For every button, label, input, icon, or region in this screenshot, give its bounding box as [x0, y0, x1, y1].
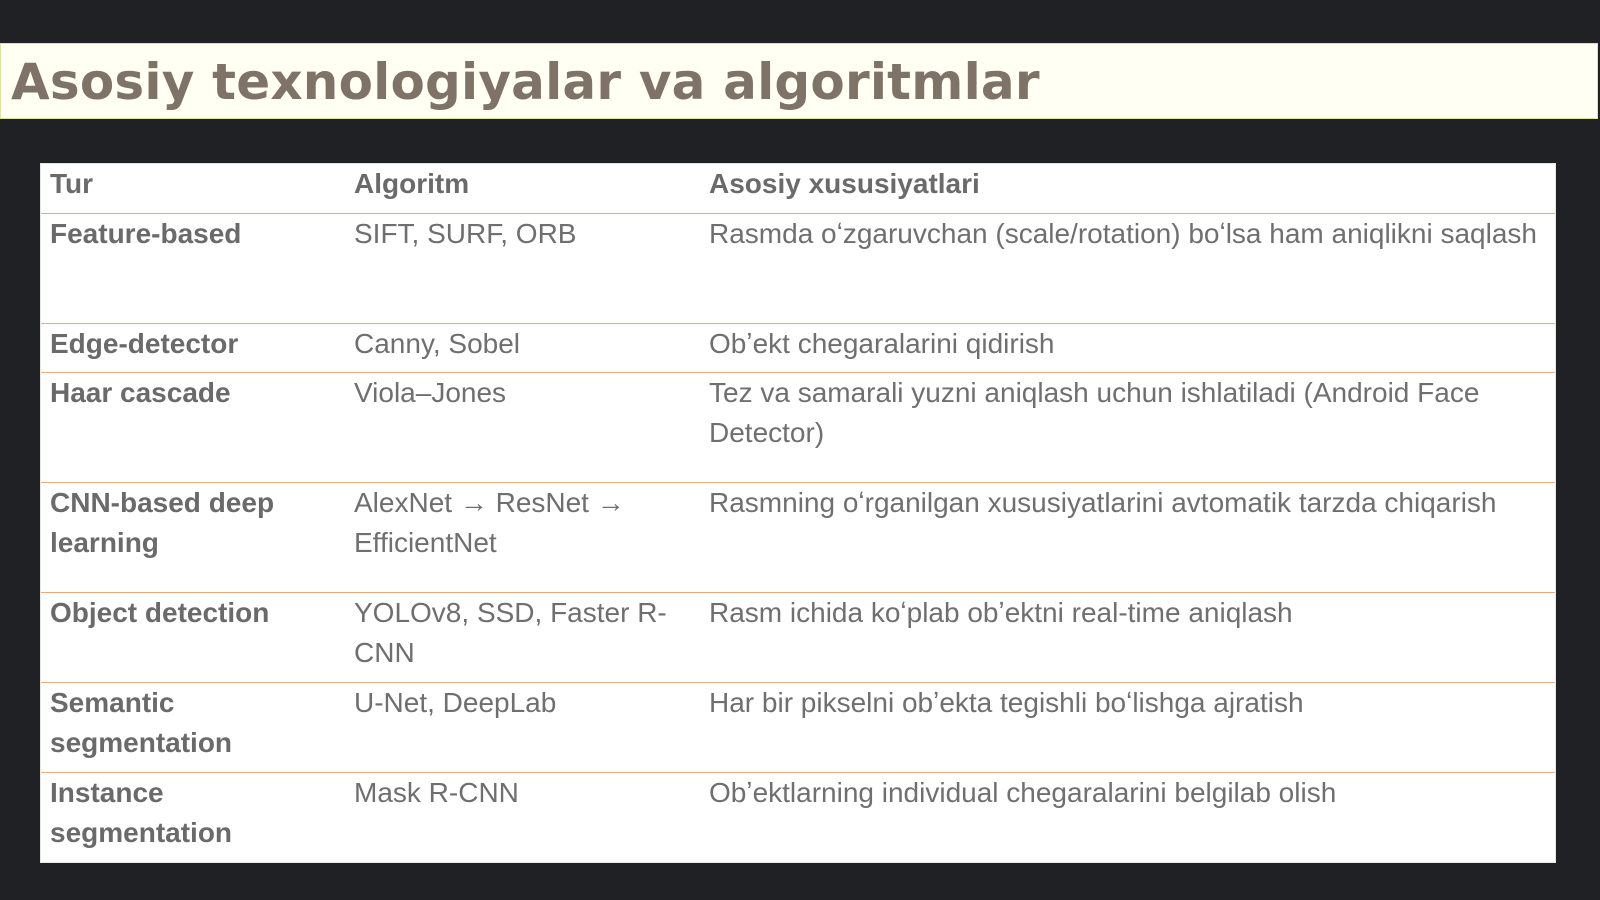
header-type: Tur	[50, 168, 94, 199]
table-header-row	[41, 164, 1555, 213]
table-row	[41, 682, 1555, 772]
row-algorithm-cell: YOLOv8, SSD, Faster R-CNN	[354, 596, 667, 668]
row-type-cell: CNN-based deep learning	[50, 486, 275, 558]
row-type-cell: Object detection	[50, 596, 270, 628]
row-features-cell: Rasm ichida koʻplab obʼektni real-time aniqlash	[709, 596, 1293, 628]
title-bar	[0, 43, 1598, 119]
row-type-cell: Feature-based	[50, 217, 242, 249]
row-algorithm-cell: Canny, Sobel	[354, 327, 521, 359]
header-algorithm: Algoritm	[354, 168, 470, 199]
slide-title: Asosiy texnologiyalar va algoritmlar	[11, 53, 1040, 111]
technology-table-container	[40, 163, 1556, 863]
table-row	[41, 772, 1555, 862]
row-features-cell: Tez va samarali yuzni aniqlash uchun ishlatiladi (Android Face Detector)	[709, 376, 1480, 448]
row-type-cell: Haar cascade	[50, 376, 231, 408]
row-algorithm-cell: Mask R-CNN	[354, 776, 519, 808]
row-features-cell: Rasmda oʻzgaruvchan (scale/rotation) boʻlsa ham aniqlikni saqlash	[709, 217, 1537, 249]
technology-table	[41, 164, 1555, 862]
row-algorithm-cell: SIFT, SURF, ORB	[354, 217, 577, 249]
row-features-cell: Har bir pikselni obʼekta tegishli boʻlishga ajratish	[709, 686, 1304, 718]
row-algorithm-cell: U-Net, DeepLab	[354, 686, 557, 718]
row-type-cell: Edge-detector	[50, 327, 239, 359]
row-type-cell: Instance segmentation	[50, 776, 233, 848]
row-algorithm-cell: AlexNet → ResNet → EfficientNet	[354, 486, 625, 558]
row-features-cell: Rasmning oʻrganilgan xususiyatlarini avtomatik tarzda chiqarish	[709, 486, 1497, 518]
table-row	[41, 592, 1555, 682]
table-row	[41, 482, 1555, 592]
row-type-cell: Semantic segmentation	[50, 686, 233, 758]
row-features-cell: Obʼektlarning individual chegaralarini belgilab olish	[709, 776, 1337, 808]
table-row	[41, 213, 1555, 323]
row-features-cell: Obʼekt chegaralarini qidirish	[709, 327, 1055, 359]
row-algorithm-cell: Viola–Jones	[354, 376, 507, 408]
header-features: Asosiy xususiyatlari	[709, 168, 980, 199]
table-row	[41, 372, 1555, 482]
table-row	[41, 323, 1555, 372]
